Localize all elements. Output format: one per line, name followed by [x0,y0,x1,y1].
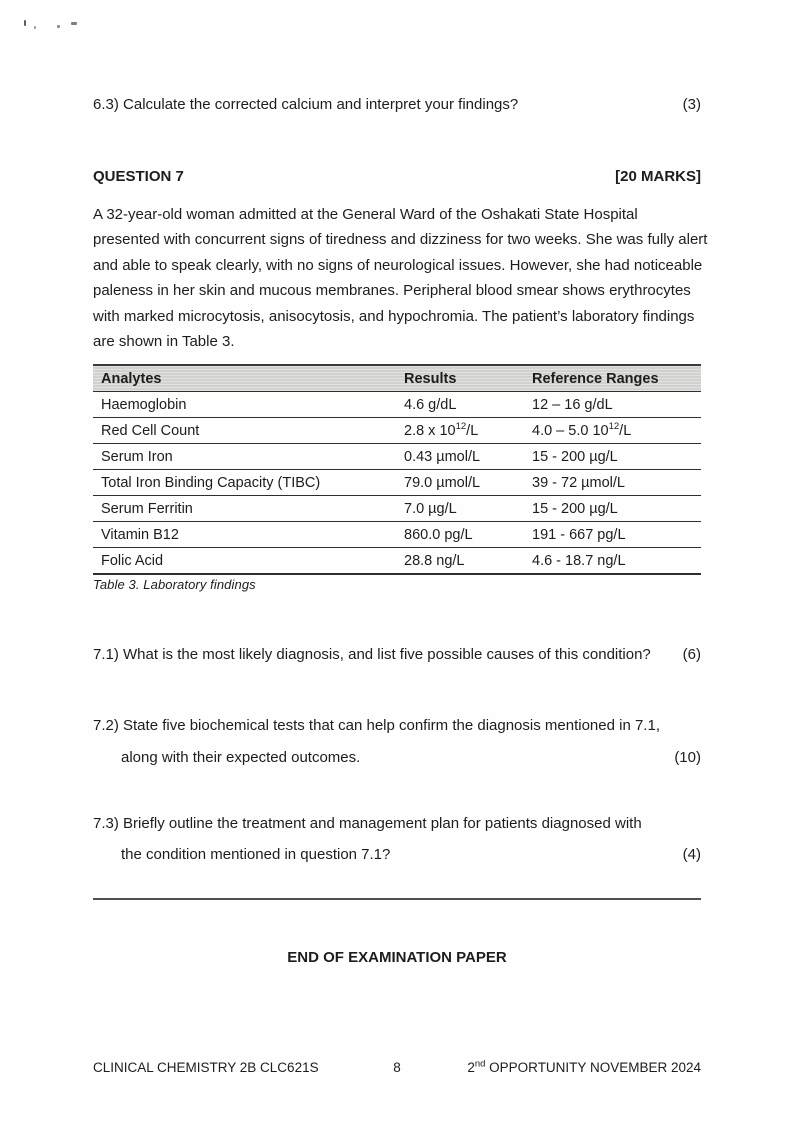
table-row [93,392,701,418]
table-cell: 0.43 µmol/L [396,444,524,470]
case-line: with marked microcytosis, anisocytosis, and hypochromia. The patient’s laboratory findings [93,307,695,325]
table-cell: 79.0 µmol/L [396,470,524,496]
footer-page-number: 8 [393,1060,401,1075]
question-7-2-continuation: along with their expected outcomes. [121,749,361,766]
question-7-3-line2 [93,845,701,864]
table-cell: Vitamin B12 [93,522,396,548]
footer-opportunity-text: OPPORTUNITY NOVEMBER 2024 [485,1060,701,1075]
question-7-2-text: 7.2) State five biochemical tests that can help confirm the diagnosis mentioned in 7.1, [93,717,660,734]
table-cell: 4.6 - 18.7 ng/L [532,552,626,569]
question-7-3-marks: (4) [682,846,701,863]
table-cell: 15 - 200 µg/L [524,496,701,522]
table-cell: Folic Acid [101,552,164,569]
table-row [93,470,701,496]
footer-opportunity [467,1060,701,1075]
case-line: are shown in Table 3. [93,333,235,351]
table-cell: Serum Ferritin [93,496,396,522]
question-7-heading-row [93,167,701,186]
table-header-row [93,365,701,392]
question-7-marks: [20 MARKS] [615,168,701,185]
question-7-2-line1 [93,716,701,735]
question-7-3-text: 7.3) Briefly outline the treatment and management plan for patients diagnosed with [93,815,642,832]
scan-speck [57,25,60,28]
scan-speck [34,26,36,29]
table-row [93,444,701,470]
table-cell: 4.0 – 5.0 $10^{12}/L$ [524,418,701,444]
case-line: presented with concurrent signs of tiredness and dizziness for two weeks. She was fully alert [93,231,708,249]
question-7-2-marks: (10) [674,749,701,766]
scan-speck [24,20,26,26]
table-cell: 7.0 µg/L [396,496,524,522]
question-7-1-row [93,645,701,664]
column-header-analytes: Analytes [93,365,396,392]
case-line: A 32-year-old woman admitted at the General Ward of the Oshakati State Hospital [93,206,638,223]
case-line: paleness in her skin and mucous membranes. Peripheral blood smear shows erythrocytes [93,282,691,300]
table-row [93,548,701,575]
lab-table-body [93,392,701,575]
table-row [93,522,701,548]
question-6-3-row [93,95,701,114]
question-6-3-marks: (3) [682,96,701,113]
table-cell: Serum Iron [93,444,396,470]
column-header-results: Results [396,365,524,392]
table-row [93,418,701,444]
table-row [93,496,701,522]
question-7-title: QUESTION 7 [93,168,184,185]
footer-opportunity-ordinal: nd [474,1058,486,1070]
table-cell: Haemoglobin [93,392,396,418]
question-7-3-line1 [93,814,701,833]
table-cell: 12 – 16 g/dL [524,392,701,418]
lab-results-table [93,364,701,575]
case-description [93,202,708,354]
table-cell: 860.0 pg/L [396,522,524,548]
question-7-3-continuation: the condition mentioned in question 7.1? [121,846,391,863]
section-divider [93,898,701,900]
table-caption: Table 3. Laboratory findings [93,577,256,592]
footer-opportunity-number: 2 [467,1060,475,1075]
table-cell: Red Cell Count [93,418,396,444]
table-cell: 191 - 667 pg/L [524,522,701,548]
table-cell: Total Iron Binding Capacity (TIBC) [93,470,396,496]
column-header-reference-ranges: Reference Ranges [524,365,701,392]
case-line: and able to speak clearly, with no signs of neurological issues. However, she had noticeable [93,256,703,274]
footer-course-code: CLINICAL CHEMISTRY 2B CLC621S [93,1060,319,1075]
table-cell: 4.6 g/dL [396,392,524,418]
table-cell: 28.8 ng/L [404,552,465,569]
question-7-1-text: 7.1) What is the most likely diagnosis, and list five possible causes of this condition? [93,646,651,663]
page-footer [93,1060,701,1078]
end-of-paper-note: END OF EXAMINATION PAPER [287,949,507,966]
question-7-2-line2 [93,748,701,767]
table-cell: 2.8 x $10^{12}/L$ [396,418,524,444]
scan-speck [71,22,77,25]
question-7-1-marks: (6) [682,646,701,663]
table-cell: 39 - 72 µmol/L [524,470,701,496]
question-6-3-text: 6.3) Calculate the corrected calcium and interpret your findings? [93,96,519,113]
table-cell: 15 - 200 µg/L [524,444,701,470]
